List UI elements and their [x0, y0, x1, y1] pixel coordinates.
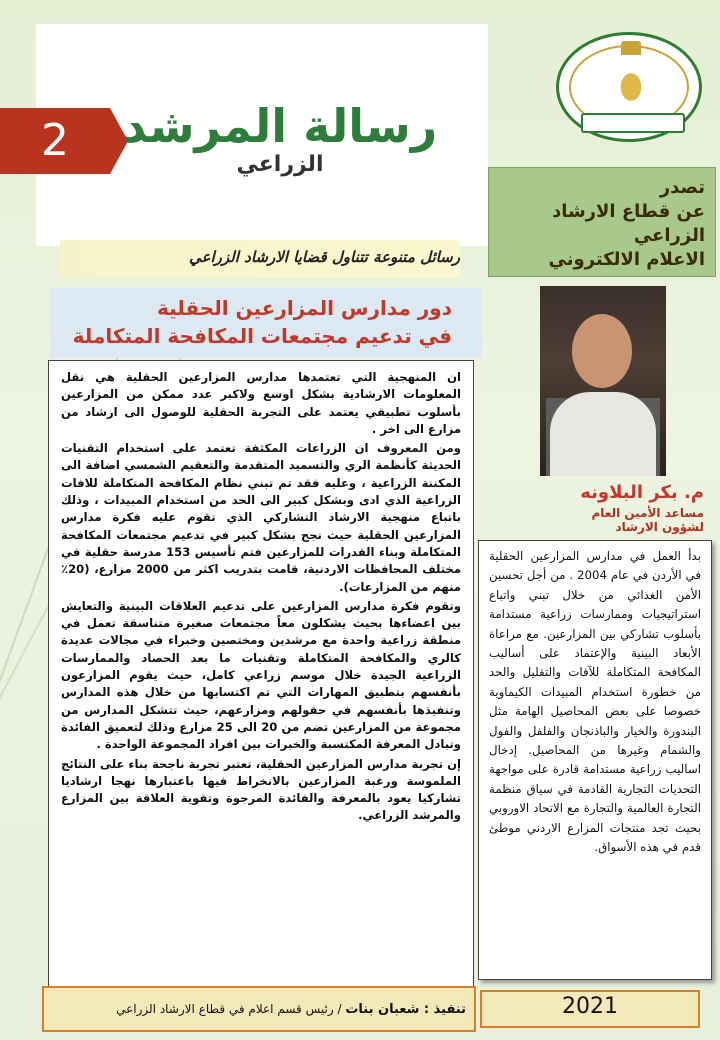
tagline: رسائل متنوعة تتناول قضايا الارشاد الزراعي — [189, 248, 460, 266]
author-role: لشؤون الارشاد — [615, 520, 704, 534]
newsletter-title: رسالة المرشد — [122, 99, 438, 153]
newsletter-subtitle: الزراعي — [236, 152, 324, 177]
footer-credit-role: / رئيس قسم اعلام في قطاع الارشاد الزراعي — [116, 1002, 346, 1016]
publisher-line: تصدر — [659, 177, 705, 198]
sidebar-box — [478, 540, 712, 980]
article-title — [50, 288, 482, 358]
photo-face — [572, 314, 632, 388]
publisher-line: الاعلام الالكتروني — [548, 249, 705, 270]
publisher-box — [488, 167, 716, 277]
photo-shirt — [550, 392, 656, 476]
article-paragraph: إن تجربة مدارس المزارعين الحقلية، تعتبر تجربة ناجحة بناء على النتائج الملموسة ورغبة المزارعين بالانخراط فيها باعتبارها نهجا ارشاديا تشاركيا يعود بالمعرفة والفائدة المرجوة وتقوية العلاقة بين المزارع والمرشد الزراعي. — [61, 756, 461, 823]
article-body — [48, 360, 474, 990]
publisher-line: الزراعي — [633, 225, 705, 246]
footer-credit — [46, 1002, 466, 1017]
article-paragraph: ومن المعروف ان الزراعات المكثفة تعتمد على استخدام التقنيات الحديثة كأنظمة الري والتسميد المتقدمة والتعقيم الشمسي اضافة الى المكننة الزراعية ، وعليه فقد تم تبني نظام المكافحة المتكاملة للافات الزراعية الذي ادى وبشكل كبير الى الحد من استخدام المبيدات ، وذلك باتباع منهجية الارشاد التشاركي الذي تقوم عليه فكرة مدارس المزارعين الحقلية حيث نجح بشكل كبير في تدعيم مجتمعات المكافحة المتكاملة وبناء القدرات للمزارعين فتم تأسيس 153 مدرسة حقلية في مختلف المحافظات الاردنية، قامت بتدريب اكثر من 2000 مزارع، (20٪ منهم من المزارعات). — [61, 441, 462, 594]
author-name: م. بكر البلاونه — [580, 482, 704, 503]
article-title-line: في تدعيم مجتمعات المكافحة المتكاملة — [72, 324, 452, 348]
wheat-icon — [613, 63, 649, 111]
article-title-line: دور مدارس المزارعين الحقلية — [156, 296, 452, 320]
issue-year: 2021 — [562, 994, 618, 1019]
ministry-emblem-icon — [556, 32, 702, 142]
article-paragraph: وتقوم فكرة مدارس المزارعين على تدعيم العلاقات البينية والتعايش بين اعضاءها بحيث يشكلون معاً مجتمعات صغيرة متناسقة تعمل في منطقة زراعية واحدة مع مرشدين ومختصين وخبراء في مجالات عديدة كالري والمكافحة المتكاملة وتقنيات ما بعد الحصاد والممارسات الزراعية الجيدة خلال موسم زراعي كامل، حيث يقوم المزارعون بأنفسهم بتطبيق المهارات التي تم اكتسابها من خلال هذه المدارس وتنفيذها بأنفسهم في حقولهم ومزارعهم، حيث تتشكل المدارس من مجموعة من المزارعين تضم من 20 الى 25 مزارع وذلك لتعميق الفائدة وتبادل المعرفة المكتسبة والخبرات بين افراد المجموعة الواحدة . — [61, 598, 461, 752]
footer-credit-label: تنفيذ : شعبان بنات — [345, 1002, 466, 1017]
sidebar-paragraph: بدأ العمل في مدارس المزارعين الحقلية في الأردن في عام 2004 . من أجل تحسين الأمن الغذائي من خلال تبني واتباع استراتيجيات وممارسات زراعية مستدامة بأسلوب تشاركي بين المزارعين. مع مراعاة الأبعاد البينية والإعتماد على أساليب المكافحة المتكاملة للآفات والتقليل والحد من خطورة استخدام المبيدات الكيماوية خصوصا على بعض المحاصيل الهامة مثل البندورة والخيار والباذنجان والفلفل والفول والشمام وغيرها من المحاصيل. إدخال اساليب زراعية مستدامة قادرة على مواجهة التحديات التجارية القادمة في سياق منظمة التجارة العالمية والتجارة مع الاتحاد الاوروبي بحيث تجد منتجات المزارع الاردني موطئ قدم في هذه الأسواق. — [489, 549, 702, 855]
emblem-ribbon — [581, 113, 685, 133]
article-paragraph: ان المنهجية التي تعتمدها مدارس المزارعين الحقلية هي نقل المعلومات الارشادية بشكل اوسع ولاكبر عدد ممكن من المزارعين بأسلوب تطبيقي يعتمد على التجربة الحقلية للوصول الى ارشاد من مزارع الى اخر . — [61, 370, 461, 436]
issue-number: 2 — [41, 115, 69, 166]
publisher-line: عن قطاع الارشاد — [551, 201, 705, 222]
author-role: مساعد الأمين العام — [591, 506, 704, 520]
author-photo — [540, 286, 666, 476]
crown-icon — [621, 41, 641, 55]
